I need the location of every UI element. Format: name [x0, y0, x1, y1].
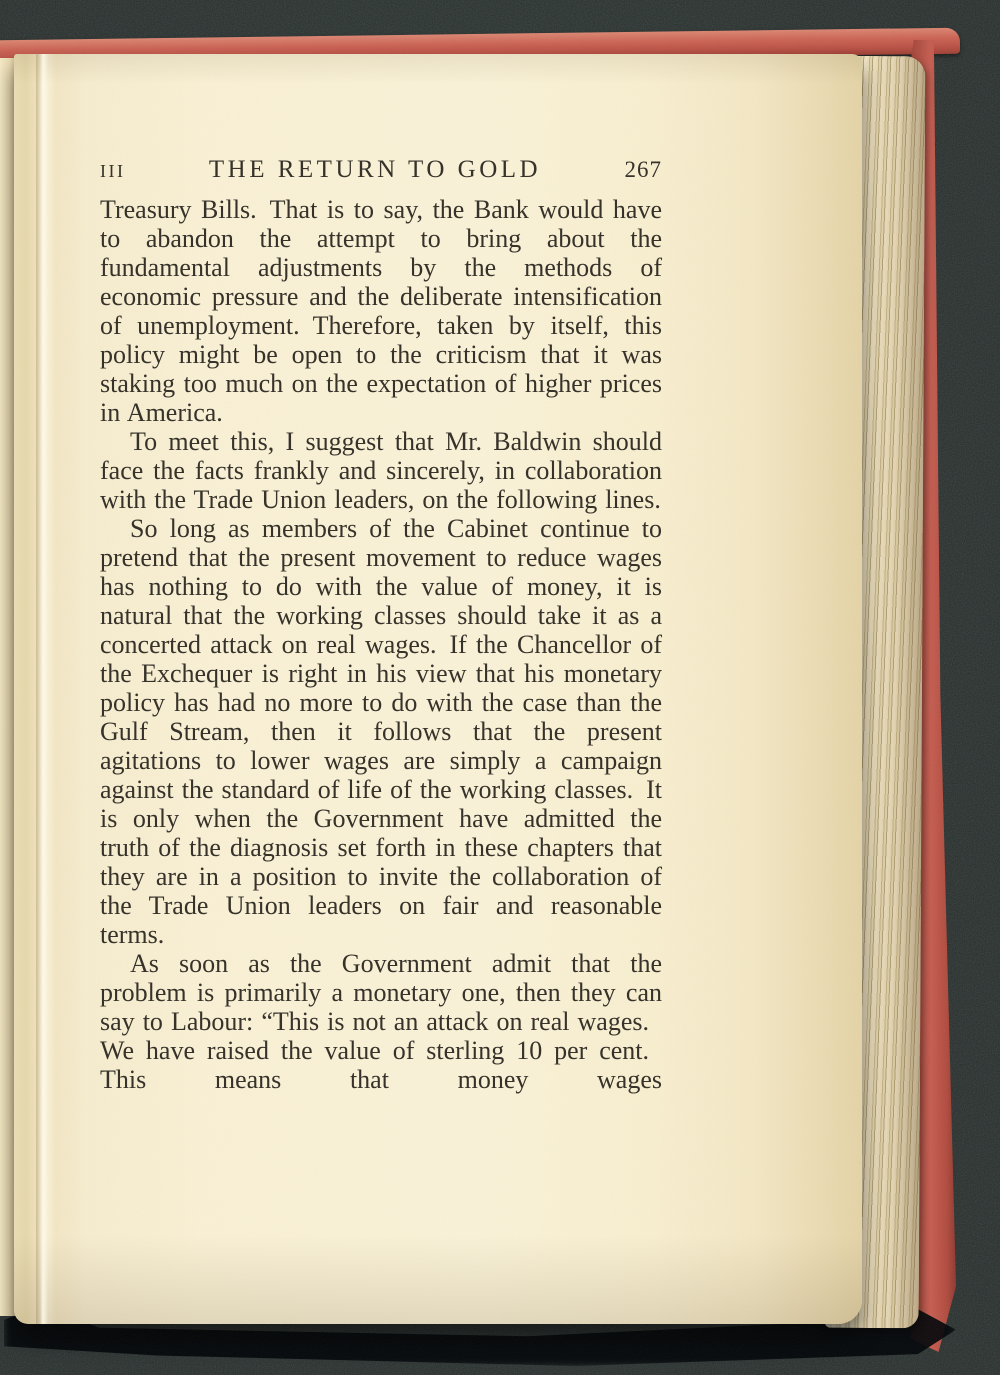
- chapter-numeral: III: [100, 161, 126, 181]
- page-header: [100, 156, 662, 184]
- book-page: [14, 54, 862, 1324]
- running-title: THE RETURN TO GOLD: [208, 156, 542, 183]
- page-content: [100, 156, 662, 1094]
- paragraph-1: Treasury Bills. That is to say, the Bank would have to abandon the attempt to bring about the fundamental adjustments by the methods of economic pressure and the deliberate intensification of unemployment. Therefore, taken by itself, this policy might be open to the criticism that it was staking too much on the expectation of higher prices in America.: [100, 195, 662, 427]
- page-number: 267: [624, 157, 662, 182]
- gutter-crease: [36, 54, 48, 1324]
- paragraph-3: So long as members of the Cabinet continue to pretend that the present movement to reduce wages has nothing to do with the value of money, it is natural that the working classes should take it as a concerted attack on real wages. If the Chancellor of the Exchequer is right in his view that his monetary policy has had no more to do with the case than the Gulf Stream, then it follows that the present agitations to lower wages are simply a campaign against the standard of life of the working classes. It is only when the Government have admitted the truth of the diagnosis set forth in these chapters that they are in a position to invite the collaboration of the Trade Union leaders on fair and reasonable terms.: [100, 514, 662, 949]
- body-text: [100, 195, 662, 1094]
- paragraph-4: As soon as the Government admit that the problem is primarily a monetary one, then they can say to Labour: “This is not an attack on real wages. We have raised the value of sterling 10 per cent. This means that money wages: [100, 949, 662, 1094]
- paragraph-2: To meet this, I suggest that Mr. Baldwin should face the facts frankly and sincerely, in collaboration with the Trade Union leaders, on the following lines.: [100, 427, 662, 514]
